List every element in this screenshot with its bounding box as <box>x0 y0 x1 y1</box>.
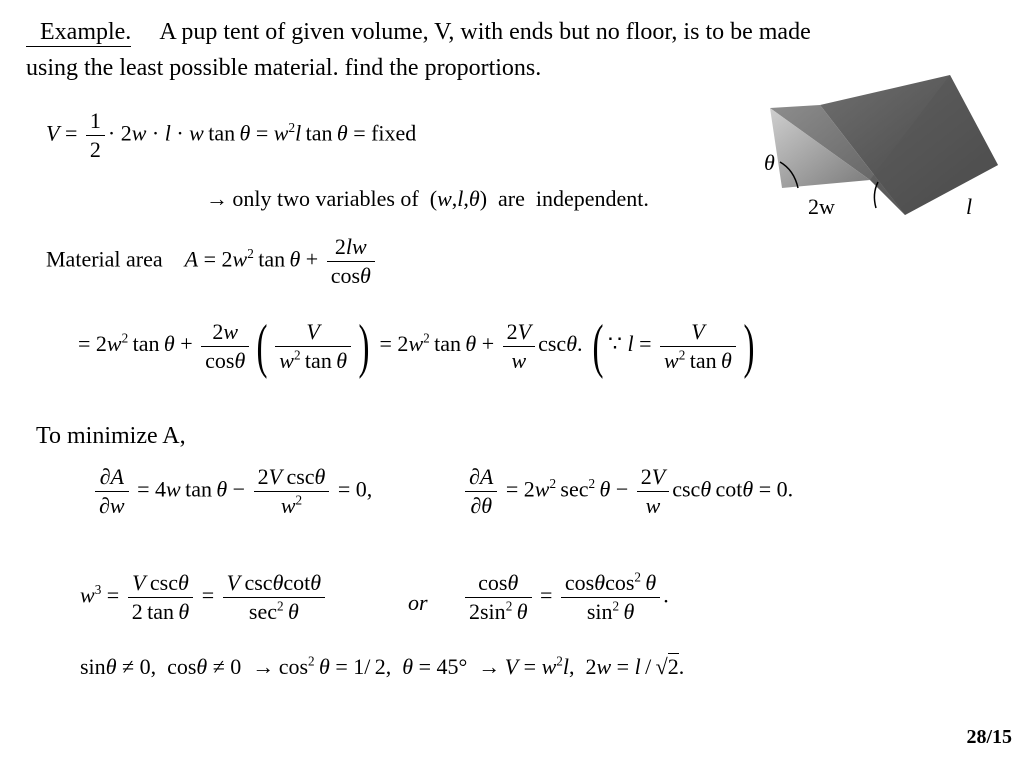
partial-theta-equation: $\frac{\partial A}{\partial\theta}$ = $2w^2$ $\sec^2 \theta$ − $\frac{2V}{w}$ cscθ cotθ = 0. <box>462 466 793 517</box>
example-heading: Example. <box>26 19 131 47</box>
theta-label: θ <box>764 150 775 175</box>
intro-line-2: using the least possible material. find the proportions. <box>26 55 542 81</box>
or-word: or <box>408 590 428 615</box>
length-label: l <box>966 194 973 219</box>
width-label: 2w <box>808 194 835 219</box>
page-number: 28/15 <box>966 726 1012 748</box>
conclusion-line: sinθ ≠ 0, $\cos\theta \ne 0 \to \cos^2 \theta = 1/$ 2, $\theta = 45^\circ \to V = w^2l$, 2w = l / √2. <box>80 653 685 679</box>
volume-equation: V = $\frac{1}{2}$ · 2w · l · w $\tan \theta = w^2l$ tan θ = fixed <box>46 108 417 162</box>
partial-w-equation: $\frac{\partial A}{\partial w}$ = 4w tan θ − $\frac{\text{2V cscθ}}{w^2}$ = 0, <box>92 466 372 517</box>
w-cubed-equation: $w^3$ = $\frac{\text{V cscθ}}{\text{2 tan θ}}$ = $\frac{\text{V cscθcotθ}}{\sec^2 \theta}$ <box>80 572 328 623</box>
intro-line-1 <box>26 20 811 44</box>
intro-text-1: A pup tent of given volume, V, with ends but no floor, is to be made <box>159 19 811 45</box>
area-equation: Material area $A = 2w^2$ tan θ + $\frac{2lw}{\cos\theta}$ <box>46 236 378 287</box>
tent-figure <box>760 70 1010 230</box>
independence-note: → only two variables of (w,l,θ) are independent. <box>206 186 649 211</box>
minimize-label: To minimize A, <box>36 423 186 449</box>
cos-relation-equation: $\frac{\cos\theta}{2\sin^2 \theta}$ = $\frac{\cos\theta\cos^2 \theta}{\sin^2 \theta}$ . <box>462 572 669 623</box>
material-label: Material area <box>46 246 163 272</box>
area-substitution: = $2w^2$ tan θ + $\frac{2w}{\cos\theta}$ ( $\frac{V}{w^2 \tan \theta}$ ) = $2w^2$ tan θ + $\frac{2V}{w}$ cscθ. ( ∵ l = $\frac{V}{w^2 \tan \theta}$ ) <box>78 313 755 379</box>
